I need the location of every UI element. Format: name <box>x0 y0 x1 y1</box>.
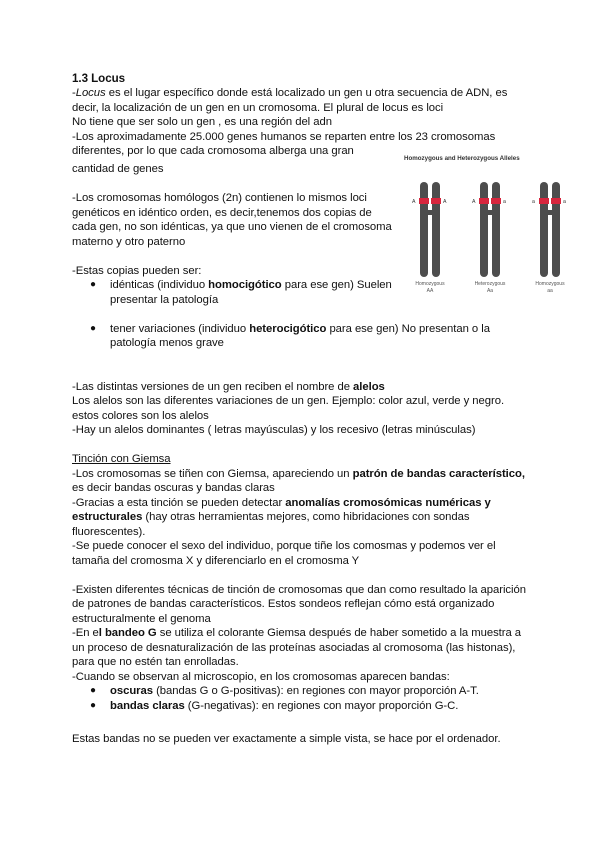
chromosome-right <box>492 182 500 277</box>
bullet-dark-bands-post: (bandas G o G-positivas): en regiones con mayor proporción A-T. <box>152 685 479 697</box>
allele-label: A <box>472 199 476 205</box>
section-title: 1.3 Locus <box>72 72 126 85</box>
giemsa-line-4-post: (hay otras herramientas mejores, como hibridaciones con sondas <box>142 511 470 523</box>
bullet-identical <box>110 278 392 293</box>
term-bandas-claras: bandas claras <box>110 699 185 712</box>
locus-line-1: -Locus es el lugar específico donde está localizado un gen u otra secuencia de ADN, es <box>72 87 508 99</box>
chromosome-left <box>420 182 428 277</box>
locus-line-3: No tiene que ser solo un gen , es una región del adn <box>72 116 332 128</box>
bullet-identical-line-2: presentar la patología <box>110 293 219 306</box>
homologous-line-3: cada gen, no son idénticas, ya que uno vienen de el cromosoma <box>72 221 392 233</box>
alelos-line-1 <box>72 380 385 395</box>
allele-band <box>479 198 489 204</box>
giemsa-line-1-pre: -Los cromosomas se tiñen con Giemsa, apareciendo un <box>72 467 353 480</box>
pair-label: Homozygous <box>535 281 565 287</box>
giemsa-line-2: es decir bandas oscuras y bandas claras <box>72 482 275 494</box>
chromosome-right <box>552 182 560 277</box>
techniques-line-4-post: se utiliza el colorante Giemsa después de haber sometido a la muestra a <box>156 627 522 639</box>
alelos-line-3: estos colores son los alelos <box>72 409 209 422</box>
bullet-variations <box>110 322 490 337</box>
giemsa-line-1 <box>72 467 525 482</box>
term-estructurales: estructurales <box>72 511 143 523</box>
pair-genotype: AA <box>426 288 434 294</box>
chromosome-right <box>432 182 440 277</box>
allele-label: a <box>532 199 535 205</box>
techniques-line-2: de patrones de bandas característicos. Estos sondeos reflejan cómo está organizado <box>72 598 495 610</box>
centromere <box>427 210 433 215</box>
term-patron-bandas: patrón de bandas característico, <box>352 467 525 480</box>
bullet-identical-post: para ese gen) Suelen <box>281 279 392 291</box>
allele-label: a <box>563 199 566 205</box>
chromosome-pair-heterozygous-Aa <box>472 182 506 294</box>
pair-label: Homozygous <box>415 281 445 287</box>
term-heterocigotico: heterocigótico <box>249 322 327 335</box>
allele-band <box>431 198 441 204</box>
chromosome-pair-homozygous-aa <box>532 182 566 294</box>
alelos-line-4: -Hay un alelos dominantes ( letras mayúsculas) y los recesivo (letras minúsculas) <box>72 424 476 436</box>
locus-line-2: decir, la localización de un gen en un cromosoma. El plural de locus es loci <box>72 101 444 114</box>
centromere <box>547 210 553 215</box>
techniques-line-6: para que no estén tan enrolladas. <box>72 656 239 668</box>
allele-band <box>491 198 501 204</box>
term-bandeo-g: l bandeo G <box>98 627 157 639</box>
chromosome-left <box>540 182 548 277</box>
centromere <box>487 210 493 215</box>
closing-line: Estas bandas no se pueden ver exactamente a simple vista, se hace por el ordenador. <box>72 733 501 745</box>
locus-term: Locus <box>75 87 106 99</box>
chromosome-pair-homozygous-AA <box>412 182 447 294</box>
copies-intro: -Estas copias pueden ser: <box>72 264 202 277</box>
giemsa-line-3-pre: -Gracias a esta tinción se pueden detectar <box>72 496 286 509</box>
allele-band <box>419 198 429 204</box>
bullet-dot: ● <box>90 279 97 290</box>
figure-title: Homozygous and Heterozygous Alleles <box>404 155 520 162</box>
chromosome-left <box>480 182 488 277</box>
alleles-figure <box>398 152 588 300</box>
techniques-line-5: un proceso de desnaturalización de las proteínas asociadas al cromosoma (las histonas), <box>72 641 516 654</box>
techniques-line-7: -Cuando se observan al microscopio, en los cromosomas aparecen bandas: <box>72 670 450 683</box>
locus-line-4: -Los aproximadamente 25.000 genes humanos se reparten entre los 23 cromosomas <box>72 130 496 143</box>
bullet-light-bands <box>110 699 458 714</box>
alelos-line-1-pre: -Las distintas versiones de un gen reciben el nombre de <box>72 380 354 393</box>
allele-band <box>551 198 561 204</box>
bullet-variations-line-2: patología menos grave <box>110 337 224 349</box>
pair-genotype: Aa <box>486 288 494 294</box>
alelos-line-2: Los alelos son las diferentes variaciones de un gen. Ejemplo: color azul, verde y negro. <box>72 395 505 407</box>
term-anomalias: anomalías cromosómicas numéricas y <box>285 496 491 509</box>
giemsa-line-5: fluorescentes). <box>72 525 146 538</box>
term-alelos: alelos <box>353 380 385 393</box>
term-homocigotico: homocigótico <box>208 279 282 291</box>
bullet-light-bands-post: (G-negativas): en regiones con mayor proporción G-C. <box>184 699 459 712</box>
bullet-dot: ● <box>90 699 97 711</box>
bullet-dot: ● <box>90 685 97 696</box>
bullet-dot: ● <box>90 322 97 334</box>
bullet-identical-pre: idénticas (individuo <box>110 279 209 291</box>
allele-band <box>539 198 549 204</box>
pair-genotype: aa <box>547 288 553 294</box>
locus-line-1-text: es el lugar específico donde está localizado un gen u otra secuencia de ADN, es <box>105 87 508 99</box>
locus-line-6: cantidad de genes <box>72 163 164 175</box>
giemsa-line-3 <box>72 496 491 511</box>
homologous-line-1: -Los cromosomas homólogos (2n) contienen lo mismos loci <box>72 192 367 204</box>
techniques-line-1: -Existen diferentes técnicas de tinción de cromosomas que dan como resultado la aparición <box>72 583 526 596</box>
techniques-line-4 <box>72 626 521 641</box>
pair-label: Heterozygous <box>474 281 506 287</box>
term-oscuras: oscuras <box>110 685 153 697</box>
allele-label: A <box>443 199 447 205</box>
techniques-line-4-pre: -En e <box>72 627 99 639</box>
bullet-dark-bands <box>110 684 479 699</box>
locus-line-5: diferentes, por lo que cada cromosoma alberga una gran <box>72 145 354 157</box>
techniques-line-3: estructuralmente el genoma <box>72 612 211 625</box>
giemsa-line-4 <box>72 510 469 525</box>
homologous-line-2: genéticos en idéntico orden, es decir,tenemos dos copias de <box>72 206 372 219</box>
bullet-variations-post: para ese gen) No presentan o la <box>326 322 490 335</box>
giemsa-line-6: -Se puede conocer el sexo del individuo, porque tiñe los comosmas y podemos ver el <box>72 540 496 552</box>
bullet-variations-pre: tener variaciones (individuo <box>110 322 250 335</box>
allele-label: A <box>412 199 416 205</box>
giemsa-line-7: tamaña del cromosma X y diferenciarlo en el cromosma Y <box>72 554 360 567</box>
allele-label: a <box>503 199 506 205</box>
homologous-line-4: materno y otro paterno <box>72 235 186 248</box>
giemsa-heading: Tinción con Giemsa <box>72 453 171 465</box>
